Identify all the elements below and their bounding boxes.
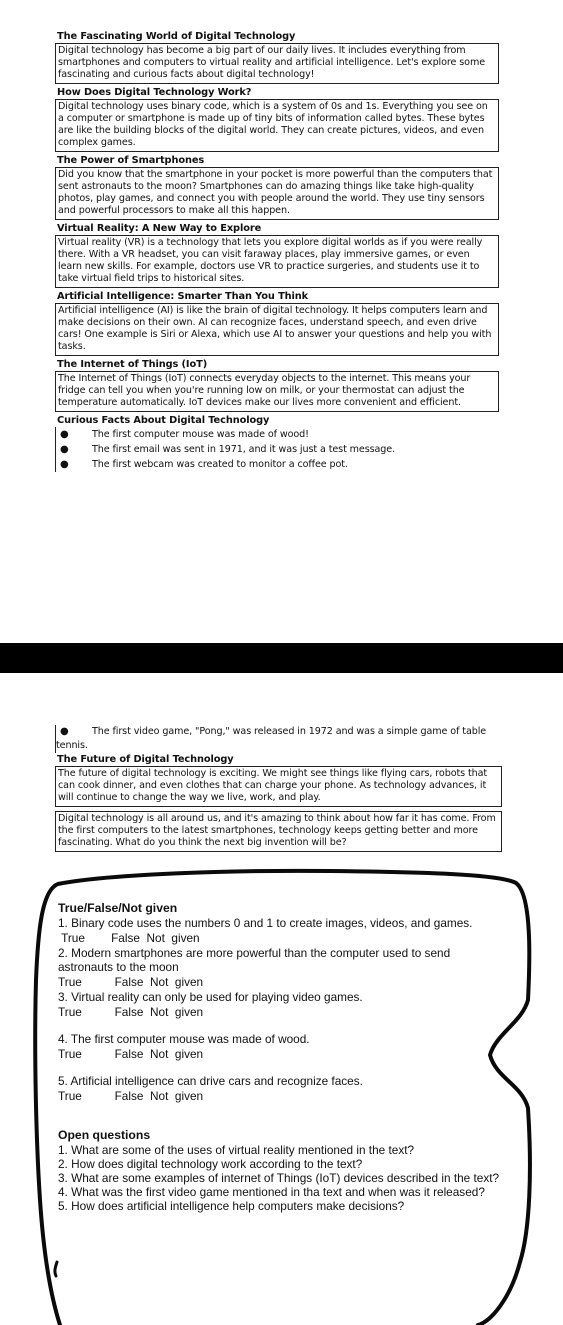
tf-question: 4. The first computer mouse was made of wood. <box>58 1032 310 1046</box>
bullet-icon: ● <box>60 726 69 737</box>
tf-question: 5. Artificial intelligence can drive cars and recognize faces. <box>58 1074 363 1088</box>
article-title: The Fascinating World of Digital Technology <box>57 31 296 42</box>
future-paragraph: The future of digital technology is exciting. We might see things like flying cars, robots that can cook dinner, and even clothes that can charge your phone. As technology advances, it will continue to change the way we live, work, and play. <box>55 766 502 807</box>
section-heading: The Internet of Things (IoT) <box>57 359 208 370</box>
bullet-icon: ● <box>60 444 69 455</box>
tf-options: True False Not given <box>58 1089 204 1103</box>
section-paragraph: The Internet of Things (IoT) connects everyday objects to the internet. This means your fridge can tell you when you're running low on milk, or your thermostat can adjust the temperature automatically. IoT devices make our lives more convenient and efficient. <box>55 371 499 412</box>
list-item: ● The first webcam was created to monitor a coffee pot. <box>60 459 348 470</box>
section-heading: Artificial Intelligence: Smarter Than You Think <box>57 291 309 302</box>
tf-question: 1. Binary code uses the numbers 0 and 1 to create images, videos, and games. <box>58 916 473 930</box>
open-heading: Open questions <box>58 1128 151 1142</box>
list-item: ● The first computer mouse was made of wood! <box>60 429 309 440</box>
future-heading: The Future of Digital Technology <box>57 754 234 765</box>
section-heading: How Does Digital Technology Work? <box>57 87 252 98</box>
section-heading: Virtual Reality: A New Way to Explore <box>57 223 262 234</box>
list-item: ● The first video game, "Pong," was released in 1972 and was a simple game of table tennis. <box>56 726 487 751</box>
intro-paragraph: Digital technology has become a big part of our daily lives. It includes everything from smartphones and computers to virtual reality and artificial intelligence. Let's explore some fascinating and curious facts about digital technology! <box>55 43 499 84</box>
open-question: 1. What are some of the uses of virtual reality mentioned in the text? <box>58 1143 415 1157</box>
open-question: 4. What was the first video game mentioned in tha text and when was it released? <box>58 1185 485 1199</box>
facts-heading: Curious Facts About Digital Technology <box>57 415 270 426</box>
conclusion-paragraph: Digital technology is all around us, and it's amazing to think about how far it has come. From the first computers to the latest smartphones, technology keeps getting better and more fascinating. What do you think the next big invention will be? <box>55 811 502 852</box>
section-paragraph: Virtual reality (VR) is a technology that lets you explore digital worlds as if you were really there. With a VR headset, you can visit faraway places, play immersive games, or even learn new skills. For example, doctors use VR to practice surgeries, and students use it to take virtual field trips to historical sites. <box>55 235 499 288</box>
section-paragraph: Did you know that the smartphone in your pocket is more powerful than the computers that sent astronauts to the moon? Smartphones can do amazing things like take high-quality photos, play games, and connect you with people around the world. They use tiny sensors and powerful processors to make all this happen. <box>55 167 499 220</box>
tf-question: 3. Virtual reality can only be used for playing video games. <box>58 990 363 1004</box>
open-question: 3. What are some examples of internet of Things (IoT) devices described in the text? <box>58 1171 500 1185</box>
tf-question: 2. Modern smartphones are more powerful than the computer used to send astronauts to the moon <box>58 946 451 974</box>
list-item: ● The first email was sent in 1971, and it was just a test message. <box>60 444 396 455</box>
open-question: 5. How does artificial intelligence help computers make decisions? <box>58 1199 405 1213</box>
open-question: 2. How does digital technology work according to the text? <box>58 1157 363 1171</box>
tf-options: True False Not given <box>58 1005 204 1019</box>
tf-options: True False Not given <box>58 1047 204 1061</box>
tf-options: True False Not given <box>58 975 204 989</box>
bullet-icon: ● <box>60 459 69 470</box>
section-heading: The Power of Smartphones <box>57 155 205 166</box>
bullet-icon: ● <box>60 429 69 440</box>
section-paragraph: Digital technology uses binary code, which is a system of 0s and 1s. Everything you see on a computer or smartphone is made up of tiny bits of information called bytes. These bytes are like the building blocks of the digital world. They can create pictures, videos, and even complex games. <box>55 99 499 152</box>
tf-options: True False Not given <box>58 931 200 945</box>
tf-heading: True/False/Not given <box>58 901 178 915</box>
section-paragraph: Artificial intelligence (AI) is like the brain of digital technology. It helps computers learn and make decisions on their own. AI can recognize faces, understand speech, and even drive cars! One example is Siri or Alexa, which use AI to answer your questions and help you with tasks. <box>55 303 499 356</box>
